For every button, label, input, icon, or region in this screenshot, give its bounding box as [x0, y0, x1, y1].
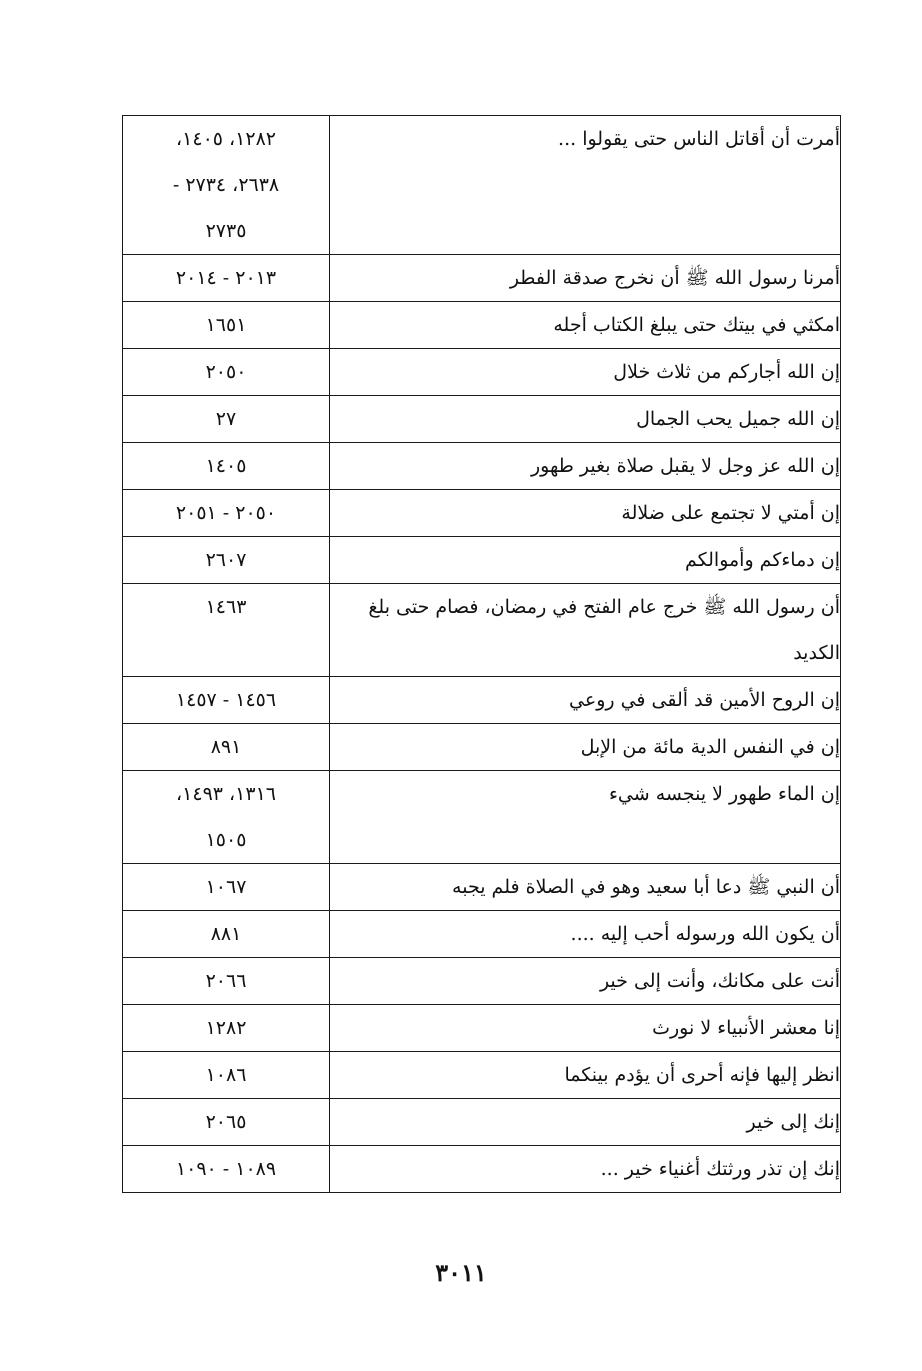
reference-line: ٢٠١٣ - ٢٠١٤	[175, 267, 277, 289]
reference-line: ١٦٥١	[205, 314, 247, 336]
table-row	[123, 537, 841, 584]
reference-numbers	[123, 1005, 330, 1052]
hadith-text: إن الروح الأمين قد ألقى في روعي	[330, 677, 841, 724]
table-row	[123, 584, 841, 677]
reference-numbers	[123, 677, 330, 724]
table-row	[123, 771, 841, 864]
reference-line: ١٠٨٩ - ١٠٩٠	[175, 1158, 277, 1180]
reference-numbers	[123, 1146, 330, 1193]
table-row	[123, 1099, 841, 1146]
reference-line: ٢٠٥٠	[205, 361, 247, 383]
table-row	[123, 349, 841, 396]
hadith-text: إنك إلى خير	[330, 1099, 841, 1146]
table-row	[123, 1146, 841, 1193]
table-row	[123, 1052, 841, 1099]
reference-line: ١٤٥٦ - ١٤٥٧	[175, 689, 277, 711]
reference-line: ١٢٨٢	[205, 1017, 247, 1039]
hadith-text: أن النبي ﷺ دعا أبا سعيد وهو في الصلاة فلم يجبه	[330, 864, 841, 911]
hadith-text: أن رسول الله ﷺ خرج عام الفتح في رمضان، فصام حتى بلغ الكديد	[330, 584, 841, 677]
hadith-text: إن الله عز وجل لا يقبل صلاة بغير طهور	[330, 443, 841, 490]
hadith-text: إنا معشر الأنبياء لا نورث	[330, 1005, 841, 1052]
table-row	[123, 677, 841, 724]
reference-line: ٨٩١	[210, 736, 242, 758]
reference-line: ١٠٦٧	[205, 876, 247, 898]
table-row	[123, 1005, 841, 1052]
reference-line: ١٠٨٦	[205, 1064, 247, 1086]
table-row	[123, 116, 841, 255]
reference-line: ١٥٠٥	[205, 829, 247, 851]
hadith-text: امكثي في بيتك حتى يبلغ الكتاب أجله	[330, 302, 841, 349]
reference-numbers	[123, 116, 330, 255]
reference-numbers	[123, 958, 330, 1005]
reference-numbers	[123, 1099, 330, 1146]
table-row	[123, 396, 841, 443]
table-row	[123, 490, 841, 537]
hadith-text: أن يكون الله ورسوله أحب إليه ....	[330, 911, 841, 958]
reference-numbers	[123, 724, 330, 771]
reference-numbers	[123, 1052, 330, 1099]
hadith-index-table	[122, 115, 841, 1193]
table-row	[123, 911, 841, 958]
page-number: ٣٠١١	[435, 1258, 487, 1287]
reference-numbers	[123, 443, 330, 490]
hadith-text: إن الله جميل يحب الجمال	[330, 396, 841, 443]
reference-line: ١٣١٦، ١٤٩٣،	[176, 783, 276, 805]
reference-numbers	[123, 302, 330, 349]
reference-line: ٢٦٣٨، ٢٧٣٤ -	[172, 174, 280, 196]
reference-line: ٢٠٦٦	[205, 970, 247, 992]
reference-numbers	[123, 255, 330, 302]
table-row	[123, 302, 841, 349]
reference-numbers	[123, 396, 330, 443]
table-row	[123, 724, 841, 771]
reference-numbers	[123, 537, 330, 584]
reference-line: ٢٧٣٥	[205, 220, 247, 242]
table-row	[123, 443, 841, 490]
hadith-text: إن أمتي لا تجتمع على ضلالة	[330, 490, 841, 537]
reference-line: ١٢٨٢، ١٤٠٥،	[176, 128, 276, 150]
hadith-text: إن دماءكم وأموالكم	[330, 537, 841, 584]
hadith-text: إن الله أجاركم من ثلاث خلال	[330, 349, 841, 396]
reference-line: ١٤٦٣	[205, 596, 247, 618]
hadith-text: إن في النفس الدية مائة من الإبل	[330, 724, 841, 771]
table-row	[123, 255, 841, 302]
table-row	[123, 864, 841, 911]
reference-numbers	[123, 771, 330, 864]
reference-numbers	[123, 584, 330, 677]
reference-numbers	[123, 349, 330, 396]
reference-line: ٢٠٦٥	[205, 1111, 247, 1133]
reference-line: ٨٨١	[210, 923, 242, 945]
hadith-text: إن الماء طهور لا ينجسه شيء	[330, 771, 841, 864]
reference-numbers	[123, 864, 330, 911]
reference-line: ٢٦٠٧	[205, 549, 247, 571]
reference-line: ٢٠٥٠ - ٢٠٥١	[175, 502, 277, 524]
reference-line: ٢٧	[215, 408, 237, 430]
hadith-text: إنك إن تذر ورثتك أغنياء خير ...	[330, 1146, 841, 1193]
hadith-text: أمرت أن أقاتل الناس حتى يقولوا ...	[330, 116, 841, 255]
hadith-text: أمرنا رسول الله ﷺ أن نخرج صدقة الفطر	[330, 255, 841, 302]
reference-numbers	[123, 490, 330, 537]
reference-numbers	[123, 911, 330, 958]
hadith-text: أنت على مكانك، وأنت إلى خير	[330, 958, 841, 1005]
table-row	[123, 958, 841, 1005]
hadith-text: انظر إليها فإنه أحرى أن يؤدم بينكما	[330, 1052, 841, 1099]
reference-line: ١٤٠٥	[205, 455, 247, 477]
index-table-body	[123, 116, 841, 1193]
